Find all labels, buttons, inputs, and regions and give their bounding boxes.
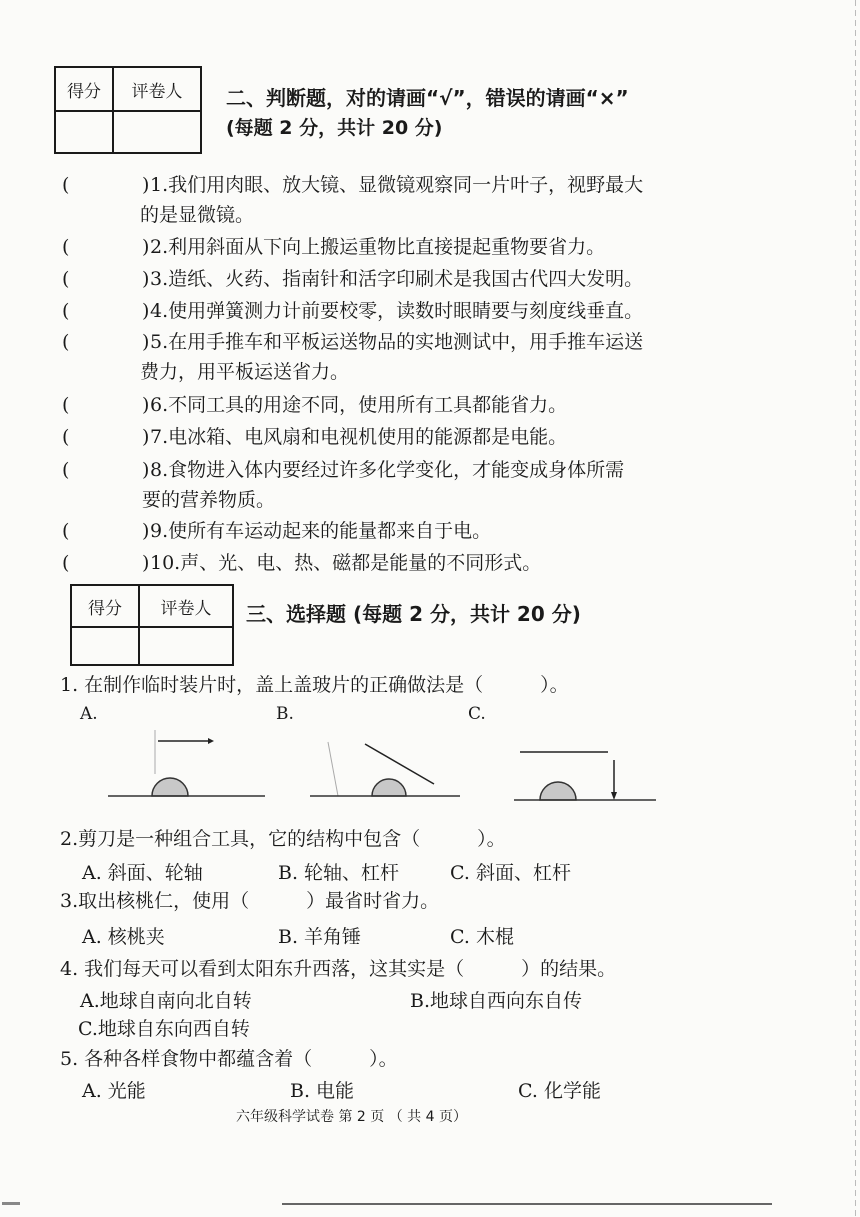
tf-text-cont: 费力，用平板运送省力。 <box>140 361 350 383</box>
mc-question-5: 5. 各种各样食物中都蕴含着（ ）。 <box>60 1048 398 1070</box>
mc5-option-b[interactable]: B. 电能 <box>290 1080 355 1102</box>
tf-num: 6. <box>150 394 169 416</box>
page-footer: 六年级科学试卷 第 2 页 （ 共 4 页） <box>236 1109 467 1125</box>
tf-text: 电冰箱、电风扇和电视机使用的能源都是电能。 <box>168 426 568 448</box>
tf-text: 食物进入体内要经过许多化学变化，才能变成身体所需 <box>168 459 625 481</box>
tf-text: 使用弹簧测力计前要校零，读数时眼睛要与刻度线垂直。 <box>168 300 644 322</box>
tf-question[interactable]: ( ) 9.使所有车运动起来的能量都来自于电。 <box>62 520 492 542</box>
mc3-option-c[interactable]: C. 木棍 <box>450 926 514 948</box>
tf-num: 7. <box>150 426 169 448</box>
mc2-option-c[interactable]: C. 斜面、杠杆 <box>450 862 571 884</box>
tf-text: 在用手推车和平板运送物品的实地测试中，用手推车运送 <box>168 331 644 353</box>
mc5-option-a[interactable]: A. 光能 <box>82 1080 146 1102</box>
mc1-label-c: C. <box>468 704 486 724</box>
section3-title: 三、选择题 (每题 2 分，共计 20 分) <box>246 602 581 626</box>
tf-text: 造纸、火药、指南针和活字印刷术是我国古代四大发明。 <box>168 268 644 290</box>
mc4-option-a[interactable]: A.地球自南向北自转 <box>80 990 252 1012</box>
mc-question-3: 3.取出核桃仁，使用（ ）最省时省力。 <box>60 890 440 912</box>
tf-text: 利用斜面从下向上搬运重物比直接提起重物要省力。 <box>168 236 606 258</box>
tf-num: 1. <box>150 174 169 196</box>
tf-question[interactable]: ( ) 1.我们用肉眼、放大镜、显微镜观察同一片叶子，视野最大 的是显微镜。 <box>62 170 643 230</box>
tf-question[interactable]: ( ) 3.造纸、火药、指南针和活字印刷术是我国古代四大发明。 <box>62 268 644 290</box>
mc2-option-a[interactable]: A. 斜面、轮轴 <box>82 862 203 884</box>
tf-num: 5. <box>150 331 169 353</box>
diagram-a[interactable] <box>108 730 265 796</box>
mc3-option-a[interactable]: A. 核桃夹 <box>82 926 165 948</box>
score-header: 得分 <box>55 67 113 111</box>
tf-question[interactable]: ( ) 4.使用弹簧测力计前要校零，读数时眼睛要与刻度线垂直。 <box>62 300 644 322</box>
mc-question-2: 2.剪刀是一种组合工具，它的结构中包含（ ）。 <box>60 828 506 850</box>
tf-question[interactable]: ( ) 10.声、光、电、热、磁都是能量的不同形式。 <box>62 552 542 574</box>
tf-question[interactable]: ( ) 8.食物进入体内要经过许多化学变化，才能变成身体所需 要的营养物质。 <box>62 455 624 515</box>
tf-question[interactable]: ( ) 6.不同工具的用途不同，使用所有工具都能省力。 <box>62 394 568 416</box>
tf-text: 不同工具的用途不同，使用所有工具都能省力。 <box>168 394 568 416</box>
corner-mark <box>2 1202 20 1205</box>
mc2-option-b[interactable]: B. 轮轴、杠杆 <box>278 862 400 884</box>
grader-cell[interactable] <box>113 111 201 153</box>
tf-num: 2. <box>150 236 169 258</box>
mc-question-1: 1. 在制作临时装片时，盖上盖玻片的正确做法是（ ）。 <box>60 674 569 696</box>
tf-text: 声、光、电、热、磁都是能量的不同形式。 <box>180 552 542 574</box>
mc1-label-b: B. <box>276 704 294 724</box>
mc-question-4: 4. 我们每天可以看到太阳东升西落，这其实是（ ）的结果。 <box>60 958 617 980</box>
section2-title: 二、判断题，对的请画“√”，错误的请画“×” <box>226 86 629 110</box>
tf-num: 10. <box>150 552 181 574</box>
tf-question[interactable]: ( ) 5.在用手推车和平板运送物品的实地测试中，用手推车运送 费力，用平板运送省力。 <box>62 327 643 387</box>
mc1-label-a: A. <box>80 704 98 724</box>
tf-num: 9. <box>150 520 169 542</box>
score-cell[interactable] <box>71 627 139 665</box>
tf-question[interactable]: ( ) 7.电冰箱、电风扇和电视机使用的能源都是电能。 <box>62 426 568 448</box>
diagram-c[interactable] <box>514 752 656 800</box>
tf-num: 8. <box>150 459 169 481</box>
tf-num: 4. <box>150 300 169 322</box>
mc3-option-b[interactable]: B. 羊角锤 <box>278 926 362 948</box>
bottom-rule <box>282 1203 772 1205</box>
page-edge-line <box>855 0 856 1217</box>
mc4-option-c[interactable]: C.地球自东向西自转 <box>78 1018 250 1040</box>
section2-subtitle: (每题 2 分，共计 20 分) <box>226 117 443 139</box>
score-box-section3 <box>70 584 234 666</box>
tf-text-cont: 的是显微镜。 <box>140 204 255 226</box>
grader-header: 评卷人 <box>139 585 233 627</box>
mc4-option-b[interactable]: B.地球自西向东自传 <box>410 990 583 1012</box>
tf-text-cont: 要的营养物质。 <box>142 489 276 511</box>
mc5-option-c[interactable]: C. 化学能 <box>518 1080 601 1102</box>
diagram-b[interactable] <box>310 742 460 796</box>
tf-question[interactable]: ( ) 2.利用斜面从下向上搬运重物比直接提起重物要省力。 <box>62 236 606 258</box>
score-header: 得分 <box>71 585 139 627</box>
tf-text: 使所有车运动起来的能量都来自于电。 <box>168 520 492 542</box>
tf-num: 3. <box>150 268 169 290</box>
score-box-section2 <box>54 66 202 154</box>
grader-header: 评卷人 <box>113 67 201 111</box>
coverslip-diagrams <box>100 730 680 810</box>
tf-text: 我们用肉眼、放大镜、显微镜观察同一片叶子，视野最大 <box>168 174 644 196</box>
grader-cell[interactable] <box>139 627 233 665</box>
score-cell[interactable] <box>55 111 113 153</box>
